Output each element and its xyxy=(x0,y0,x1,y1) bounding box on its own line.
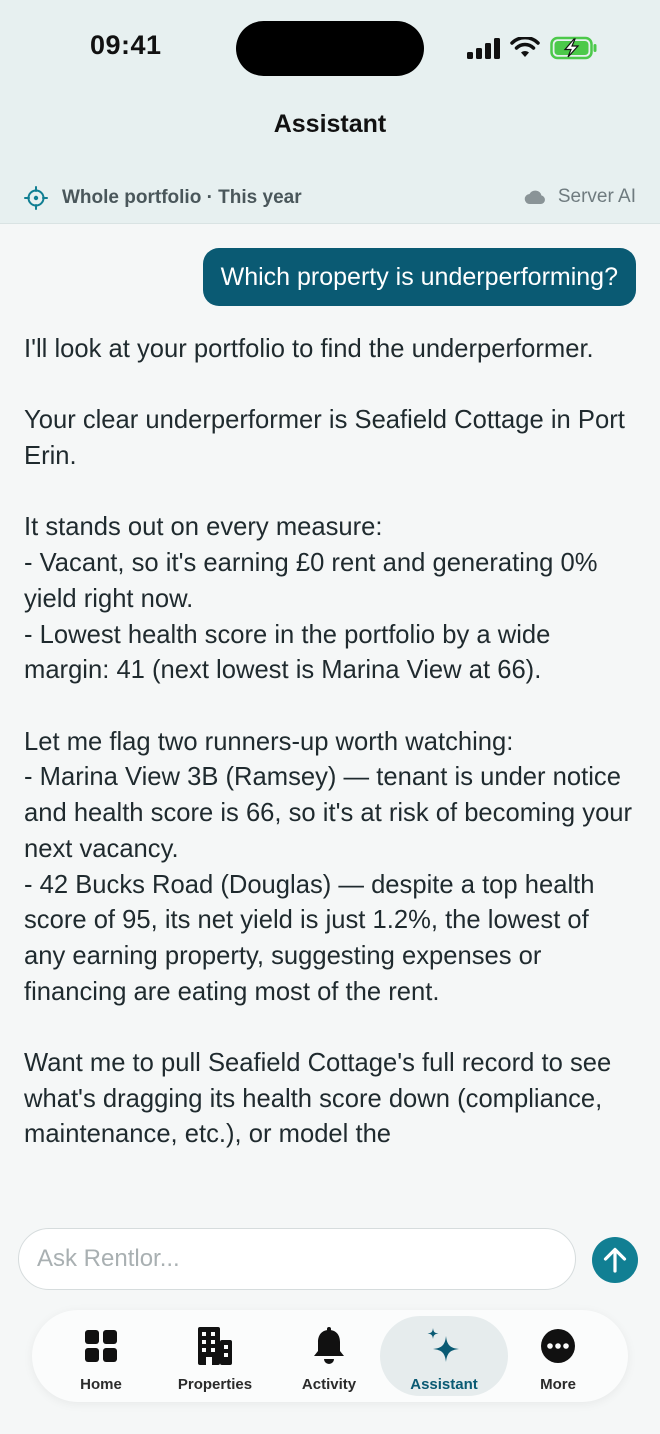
scope-selector[interactable] xyxy=(24,186,302,210)
assistant-paragraph: Let me flag two runners-up worth watching: - Marina View 3B (Ramsey) — tenant is under notice and health score is 66, so it's at risk of becoming your next vacancy. - 42 Bucks Road (Douglas) — despite a top health score of 95, its net yield is just 1.2%, the lowest of any earning property, suggesting expenses or financing are eating most of the rent. xyxy=(24,727,633,1006)
assistant-paragraph: Want me to pull Seafield Cottage's full record to see what's dragging its health score down (compliance, maintenance, etc.), or model the xyxy=(24,1049,619,1149)
tab-more-label: More xyxy=(540,1376,576,1393)
page-title: Assistant xyxy=(273,110,387,138)
ai-mode-indicator xyxy=(524,186,636,208)
dynamic-island xyxy=(236,21,424,76)
tab-more[interactable] xyxy=(494,1316,622,1396)
status-icons xyxy=(466,34,598,62)
tab-home[interactable] xyxy=(37,1316,165,1396)
tab-assistant[interactable] xyxy=(380,1316,508,1396)
tab-activity-label: Activity xyxy=(301,1376,357,1393)
chat-thread[interactable] xyxy=(0,224,660,1211)
context-bar xyxy=(0,172,660,224)
ask-input[interactable] xyxy=(18,1228,576,1290)
tab-bar xyxy=(32,1310,628,1402)
tab-home-label: Home xyxy=(80,1376,122,1393)
ai-mode-label: Server AI xyxy=(557,186,636,207)
cloud-icon xyxy=(524,189,546,205)
tab-assistant-label: Assistant xyxy=(410,1376,478,1393)
assistant-paragraph: Your clear underperformer is Seafield Cottage in Port Erin. xyxy=(24,406,632,471)
status-bar xyxy=(0,0,660,98)
arrow-up-icon xyxy=(602,1246,628,1274)
more-dots-icon xyxy=(540,1326,576,1366)
tab-properties[interactable] xyxy=(151,1316,279,1396)
user-message-bubble: Which property is underperforming? xyxy=(203,248,636,306)
scope-label: Whole portfolio · This year xyxy=(62,187,302,208)
signal-icon xyxy=(466,37,500,59)
send-button[interactable] xyxy=(592,1237,638,1283)
status-time: 09:41 xyxy=(90,30,162,60)
tab-activity[interactable] xyxy=(265,1316,393,1396)
composer xyxy=(0,1228,660,1292)
top-area xyxy=(0,0,660,224)
assistant-paragraph: I'll look at your portfolio to find the underperformer. xyxy=(24,335,594,363)
assistant-message xyxy=(24,332,636,1189)
bell-icon xyxy=(312,1326,346,1366)
grid-icon xyxy=(84,1326,118,1366)
wifi-icon xyxy=(510,37,540,59)
crosshair-icon xyxy=(24,186,48,210)
battery-charging-icon xyxy=(550,36,598,60)
sparkle-icon xyxy=(424,1326,464,1366)
tab-properties-label: Properties xyxy=(177,1376,253,1393)
building-icon xyxy=(197,1326,233,1366)
assistant-paragraph: It stands out on every measure: - Vacant, so it's earning £0 rent and generating 0% yield right now. - Lowest health score in the portfolio by a wide margin: 41 (next lowest is Marina View at 66). xyxy=(24,513,598,685)
